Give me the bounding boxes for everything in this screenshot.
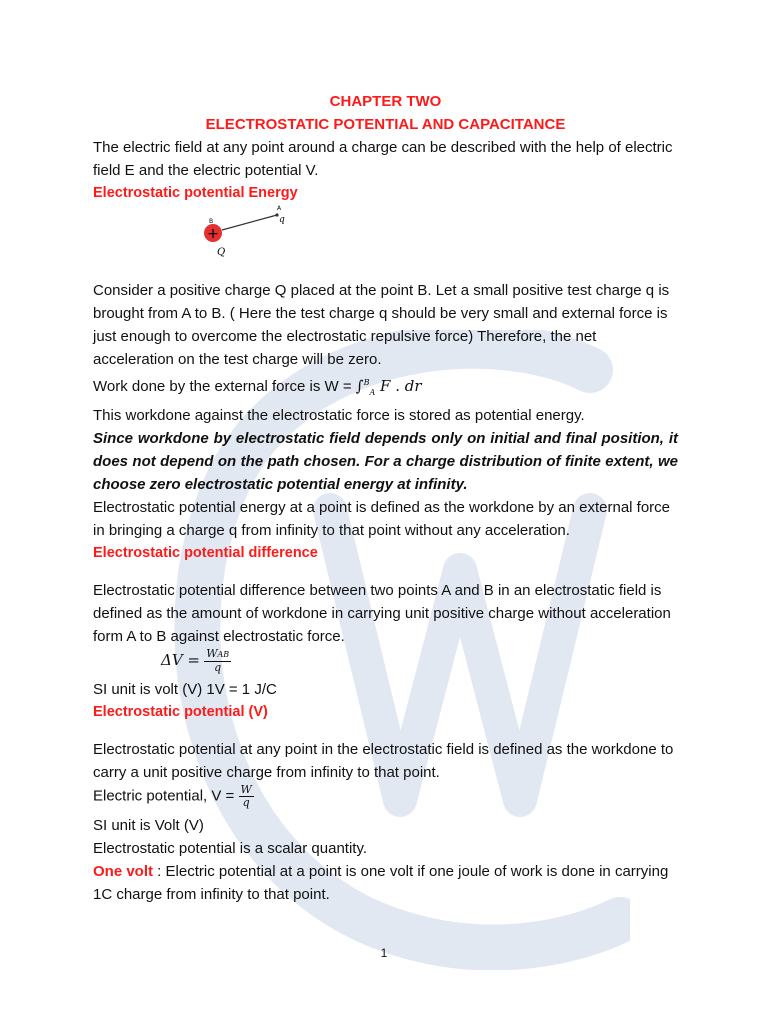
formula-lhs: ΔV = [161,650,201,669]
potential-fraction-denominator: q [242,796,250,809]
charge-diagram-figure [93,205,313,271]
fraction-denominator: q [214,661,222,674]
integral-lower-limit: A [369,388,376,397]
one-volt-label: One volt [93,863,154,880]
integrand: F . dr [380,377,422,395]
energy-paragraph-2: This workdone against the electrostatic force is stored as potential energy. [93,407,585,424]
potential-paragraph: Electrostatic potential at any point in the electrostatic field is defined as the workdone to carry a unit positive charge from infinity to that point. [93,741,674,781]
fraction-numerator-subscript: AB [217,650,230,659]
integral-upper-limit: B [363,378,370,387]
charge-diagram [93,205,678,271]
label-b: B [209,218,214,225]
potential-fraction-numerator: W [240,783,252,796]
potential-formula-label: Electric potential, V = [93,787,239,805]
chapter-title: CHAPTER TWO [329,93,442,110]
difference-formula [93,648,678,678]
one-volt-definition [93,860,678,906]
chapter-subtitle: ELECTROSTATIC POTENTIAL AND CAPACITANCE [205,116,566,133]
potential-fraction [239,784,254,809]
label-q-small: q [279,215,285,225]
integral-formula: ∫$^B_A$ F . dr [355,377,422,397]
scalar-statement: Electrostatic potential is a scalar quantity. [93,840,368,857]
fraction-numerator: W [206,647,218,660]
work-done-label: Work done by the external force is W = [93,378,356,395]
page-number: 1 [380,946,388,960]
plus-sign-icon: + [207,226,219,242]
potential-formula [93,784,678,814]
energy-paragraph-3: Electrostatic potential energy at a point is defined as the workdone by an external force in bringing a charge q from infinity to that point without any acceleration. [93,499,671,539]
work-done-line [93,371,678,404]
heading-potential-difference: Electrostatic potential difference [93,545,318,561]
label-a: A [277,205,282,212]
potential-si-unit: SI unit is Volt (V) [93,817,204,834]
one-volt-text: : Electric potential at a point is one volt if one joule of work is done in carrying 1C charge from infinity to that point. [93,863,669,903]
heading-potential-energy: Electrostatic potential Energy [93,185,298,201]
label-q-big: Q [217,247,226,258]
page-content [93,90,678,906]
path-line [222,215,277,230]
intro-paragraph: The electric field at any point around a charge can be described with the help of electric field E and the electric potential V. [93,139,673,179]
energy-bold-italic: Since workdone by electrostatic field depends only on initial and final position, it does not depend on the path chosen. For a charge distribution of finite extent, we choose zero electrostatic potential energy at infinity. [93,430,678,493]
heading-potential: Electrostatic potential (V) [93,704,268,720]
difference-paragraph: Electrostatic potential difference between two points A and B in an electrostatic field is defined as the amount of workdone in carrying unit positive charge without acceleration form A to B against electrostatic force. [93,582,671,645]
energy-paragraph-1: Consider a positive charge Q placed at the point B. Let a small positive test charge q is brought from A to B. ( Here the test charge q should be very small and external force is just enough to overcome the electrostatic repulsive force) Therefore, the net acceleration on the test charge will be zero. [93,282,670,368]
formula-fraction [204,648,231,674]
difference-si-unit: SI unit is volt (V) 1V = 1 J/C [93,681,277,698]
